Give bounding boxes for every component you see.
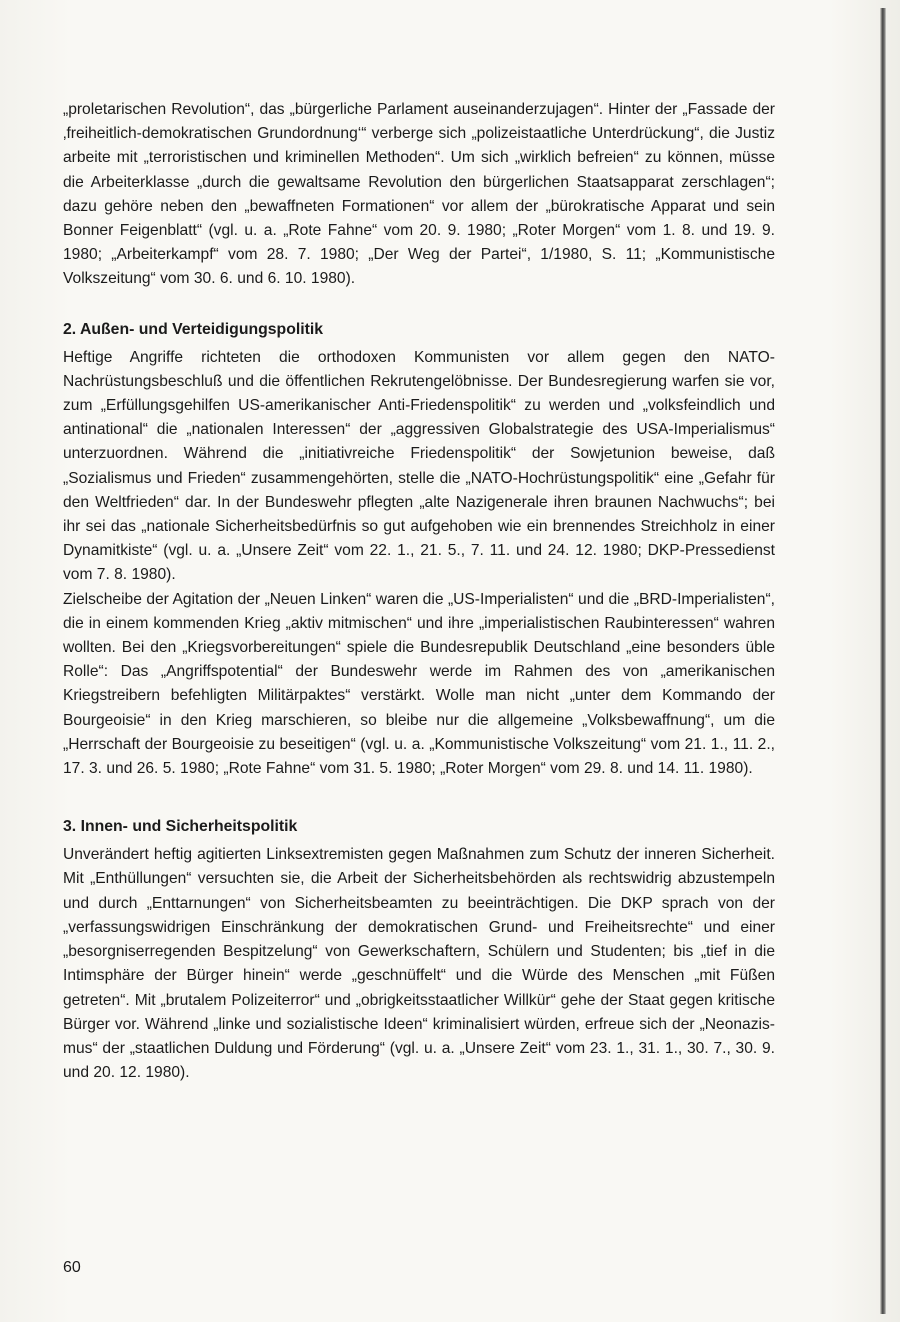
section2-paragraph-1: Heftige Angriffe richteten die orthodoxen Kommunisten vor allem gegen den NATO-Nachrüstungsbeschluß und die öffentlichen Rekrutengelöbnisse. Der Bundesregierung warfen sie vor, zum „Erfüllungsgehilfen US-amerikanischer Anti-Friedenspolitik“ zu werden und „volksfeindlich und antinational“ die „nationalen Interessen“ der „aggressiven Globalstrategie des USA-Imperialismus“ unterzuordnen. Während die „initiativreiche Friedenspolitik“ der Sowjetunion beweise, daß „Sozialismus und Frieden“ zusammengehörten, stelle die „NATO-Hochrüstungspolitik“ eine „Gefahr für den Weltfrieden“ dar. In der Bundeswehr pflegten „alte Nazigenerale ihren braunen Nachwuchs“; bei ihr sei das „nationale Sicherheitsbedürfnis so gut aufgehoben wie ein brennendes Streichholz in einer Dynamitkiste“ (vgl. u. a. „Unsere Zeit“ vom 22. 1., 21. 5., 7. 11. und 24. 12. 1980; DKP-Pressedienst vom 7. 8. 1980). (63, 348, 775, 584)
section3-paragraph-1: Unverändert heftig agitierten Linksextremisten gegen Maßnahmen zum Schutz der inneren Sicherheit. Mit „Enthüllungen“ versuchten sie, die Arbeit der Sicherheitsbehörden als rechtswidrig abzustempeln und durch „Enttarnungen“ von Sicherheitsbeamten zu beeinträchtigen. Die DKP sprach von der „verfassungswidrigen Einschränkung der demokratischen Grund- und Freiheitsrechte“ und einer „besorgniserregenden Bespitzelung“ von Gewerkschaftern, Schülern und Studenten; bis „tief in die Intimsphäre der Bürger hinein“ werde „geschnüffelt“ und die Würde des Menschen „mit Füßen getreten“. Mit „brutalem Polizeiterror“ und „obrigkeitsstaatlicher Willkür“ gehe der Staat gegen kritische Bürger vor. Während „linke und sozialistische Ideen“ kriminalisiert würden, erfreue sich der „Neonazismus“ der „staatlichen Duldung und Förderung“ (vgl. u. a. „Unsere Zeit“ vom 23. 1., 31. 1., 30. 7., 30. 9. und 20. 12. 1980). (63, 846, 775, 1082)
page-edge-shadow (880, 8, 886, 1314)
intro-paragraph: „proletarischen Revolution“, das „bürgerliche Parlament auseinanderzujagen“. Hinter der „Fassade der ‚freiheitlich-demokratischen Grundordnung‘“ verberge sich „polizeistaatliche Unterdrückung“, die Justiz arbeite mit „terroristischen und kriminellen Methoden“. Um sich „wirklich befreien“ zu können, müsse die Arbeiterklasse „durch die gewaltsame Revolution den bürgerlichen Staatsapparat zerschlagen“; dazu gehöre neben den „bewaffneten Formationen“ vor allem der „bürokratische Apparat und sein Bonner Feigenblatt“ (vgl. u. a. „Rote Fahne“ vom 20. 9. 1980; „Roter Morgen“ vom 1. 8. und 19. 9. 1980; „Arbeiterkampf“ vom 28. 7. 1980; „Der Weg der Partei“, 1/1980, S. 11; „Kommunistische Volkszeitung“ vom 30. 6. und 6. 10. 1980). (63, 101, 775, 288)
section-heading-foreign-defense-policy: 2. Außen- und Verteidigungspolitik (63, 320, 324, 338)
section2-paragraph-2: Zielscheibe der Agitation der „Neuen Linken“ waren die „US-Imperialisten“ und die „BRD-Imperialisten“, die in einem kommenden Krieg „aktiv mitmischen“ und ihre „imperialistischen Raubinteressen“ wahren wollten. Bei den „Kriegsvorbereitungen“ spiele die Bundesrepublik Deutschland „eine besonders üble Rolle“: Das „Angriffspotential“ der Bundeswehr werde im Rahmen des von „amerikanischen Kriegstreibern befehligten Militärpaktes“ verstärkt. Wolle man nicht „unter dem Kommando der Bourgeoisie“ in den Krieg marschieren, so bleibe nur die allgemeine „Volksbewaffnung“, um die „Herrschaft der Bourgeoisie zu beseitigen“ (vgl. u. a. „Kommunistische Volkszeitung“ vom 21. 1., 11. 2., 17. 3. und 26. 5. 1980; „Rote Fahne“ vom 31. 5. 1980; „Roter Morgen“ vom 29. 8. und 14. 11. 1980). (63, 590, 775, 778)
page-number: 60 (63, 1259, 81, 1276)
section-heading-domestic-security-policy: 3. Innen- und Sicherheitspolitik (63, 818, 298, 836)
page-content (63, 98, 775, 1085)
